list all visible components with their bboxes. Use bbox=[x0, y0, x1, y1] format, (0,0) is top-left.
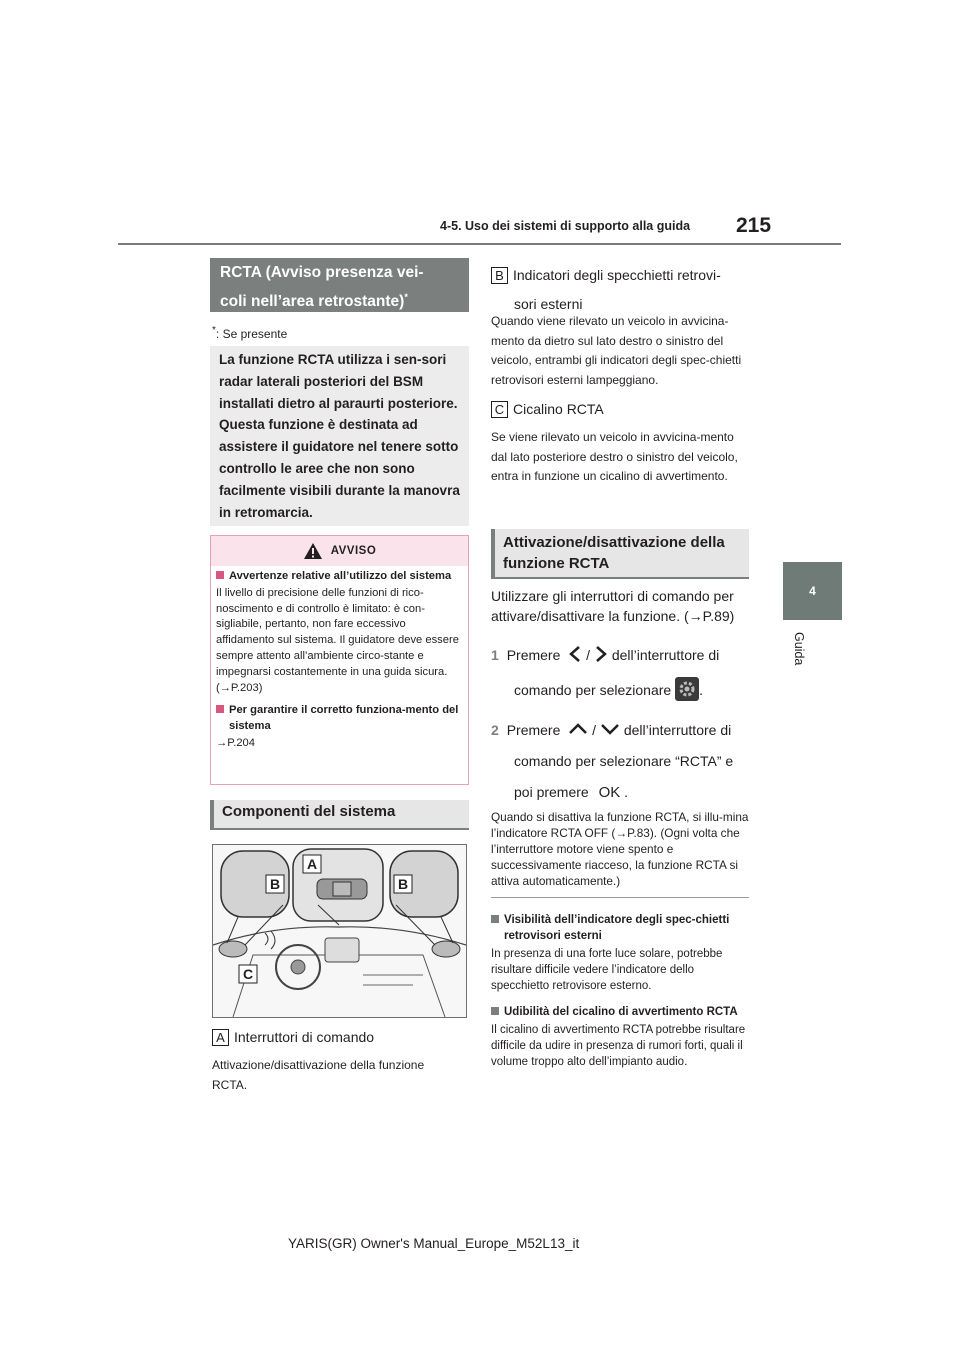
item-a-text: Attivazione/disattivazione della funzione RCTA. bbox=[212, 1058, 425, 1092]
main-title-line1: RCTA (Avviso presenza vei- bbox=[220, 264, 424, 281]
visibility-text: In presenza di una forte luce solare, potrebbe risultare difficile vedere l’indicatore dello specchietto retrovisore esterno. bbox=[491, 948, 723, 992]
chapter-label: Guida bbox=[792, 632, 806, 666]
square-bullet-icon bbox=[491, 915, 499, 923]
separator bbox=[491, 897, 749, 898]
figure-label-b-left: B bbox=[269, 876, 281, 892]
warning-item1-title: Avvertenze relative all’utilizzo del sistema bbox=[216, 569, 463, 585]
activation-heading: Attivazione/disattivazione della funzione RCTA bbox=[491, 529, 749, 579]
footer-manual-id: YARIS(GR) Owner's Manual_Europe_M52L13_it bbox=[288, 1236, 580, 1251]
warning-triangle-icon bbox=[303, 542, 323, 560]
item-b-title: B Indicatori degli specchietti retrovi- sori esterni bbox=[491, 261, 749, 319]
audibility-text: Il cicalino di avvertimento RCTA potrebbe risultare difficile da udire in presenza di rumori forti, quali il volume troppo alto dell’impianto audio. bbox=[491, 1024, 746, 1068]
components-heading: Componenti del sistema bbox=[210, 800, 469, 830]
main-title bbox=[210, 258, 469, 312]
chevron-down-icon bbox=[600, 722, 620, 736]
ok-button-icon: OK bbox=[598, 784, 621, 801]
settings-gear-icon bbox=[675, 677, 699, 701]
letter-box-b: B bbox=[491, 267, 508, 284]
chapter-tab[interactable]: 4 bbox=[783, 562, 842, 620]
warning-item2-title: Per garantire il corretto funziona-mento del sistema bbox=[216, 703, 463, 735]
audibility-title: Udibilità del cicalino di avvertimento RCTA bbox=[491, 1004, 749, 1020]
figure-label-b-right: B bbox=[397, 876, 409, 892]
chevron-left-icon bbox=[568, 645, 582, 663]
chevron-right-icon bbox=[594, 645, 608, 663]
visibility-section bbox=[491, 912, 749, 994]
figure-label-a: A bbox=[306, 856, 318, 872]
title-asterisk: * bbox=[404, 292, 408, 302]
step-2-number: 2 bbox=[491, 722, 499, 738]
warning-header bbox=[211, 536, 468, 566]
warning-box bbox=[210, 535, 469, 785]
activation-intro: Utilizzare gli interruttori di comando per attivare/disattivare la funzione. (→P.89) bbox=[491, 588, 735, 624]
item-c-title: C Cicalino RCTA bbox=[491, 401, 749, 418]
footnote: *: Se presente bbox=[212, 325, 288, 341]
dashboard-illustration bbox=[212, 844, 467, 1018]
main-title-line2: coli nell’area retrostante) bbox=[220, 293, 405, 311]
visibility-title: Visibilità dell’indicatore degli spec-chietti retrovisori esterni bbox=[491, 912, 749, 944]
audibility-section bbox=[491, 1004, 749, 1070]
warning-body bbox=[216, 569, 463, 759]
chevron-up-icon bbox=[568, 722, 588, 736]
figure-label-c: C bbox=[242, 966, 254, 982]
item-a-title: A Interruttori di comando bbox=[212, 1029, 374, 1046]
item-c-text: Se viene rilevato un veicolo in avvicina-mento dal lato posteriore destro o sinistro del veicolo, entra in funzione un cicalino di avvertimento. bbox=[491, 430, 738, 483]
section-title: 4-5. Uso dei sistemi di supporto alla guida bbox=[440, 219, 691, 233]
letter-box-c: C bbox=[491, 401, 508, 418]
step-1-number: 1 bbox=[491, 647, 499, 663]
page-number: 215 bbox=[736, 214, 772, 237]
footnote-mark: * bbox=[212, 325, 216, 336]
deactivation-note: Quando si disattiva la funzione RCTA, si illu-mina l’indicatore RCTA OFF (→P.83). (Ogni volta che l’interruttore motore viene spento e successivamente riacceso, la funzione RCTA si attiva automaticamente.) bbox=[491, 810, 749, 888]
header-rule bbox=[118, 243, 841, 245]
square-bullet-icon bbox=[216, 571, 224, 579]
item-b-text: Quando viene rilevato un veicolo in avvicina-mento da dietro sul lato destro o sinistro del veicolo, entrambi gli indicatori degli spec-chietti retrovisori esterni lampeggiano. bbox=[491, 314, 742, 387]
dashboard-drawing bbox=[213, 845, 466, 1017]
warning-item1-text: Il livello di precisione delle funzioni di rico-noscimento e di controllo è limitato: è con-sigliabile, pertanto, non fare eccessivo affidamento sul sistema. Il guidatore deve essere sempre attento all’ambiente circo-stante e impegnarsi costantemente in una guida sicura. (→P.203) bbox=[216, 586, 459, 694]
letter-box-a: A bbox=[212, 1029, 229, 1046]
step-1: 1 Premere / dell’interruttore di comando per selezionare . bbox=[491, 638, 749, 708]
warning-item2-link[interactable]: →P.204 bbox=[216, 736, 255, 749]
square-bullet-icon bbox=[216, 705, 224, 713]
square-bullet-icon bbox=[491, 1007, 499, 1015]
step-2: 2 Premere / dell’interruttore di comando per selezionare “RCTA” e poi premere OK . bbox=[491, 722, 734, 801]
warning-heading: AVVISO bbox=[330, 545, 377, 557]
intro-box: La funzione RCTA utilizza i sen-sori radar laterali posteriori del BSM installati dietro al paraurti posteriore. Questa funzione è destinata ad assistere il guidatore nel tenere sotto controllo le aree che non sono facilmente visibili durante la manovra in retromarcia. bbox=[210, 346, 469, 526]
